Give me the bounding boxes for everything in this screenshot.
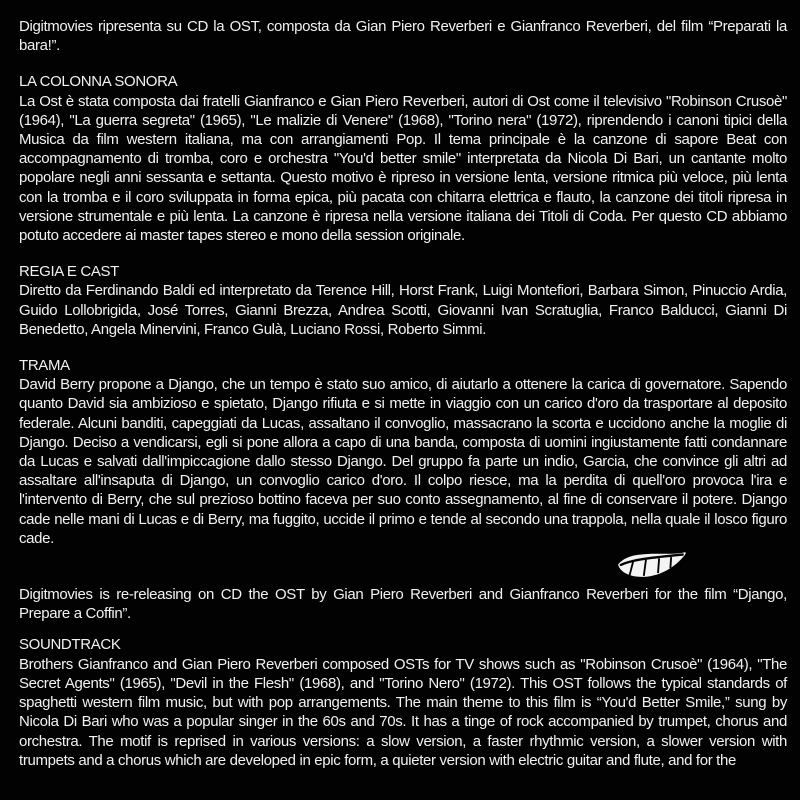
section-regia-e-cast [19,262,787,339]
filmstrip-smile-icon [617,549,687,583]
soundtrack-paragraph: Brothers Gianfranco and Gian Piero Reverberi composed OSTs for TV shows such as "Robinson Crusoè" (1964), "The Secret Agents" (1965), "Devil in the Flesh" (1968), and "Torino Nero" (1972). This OST follows the typical standards of spaghetti western film music, but with pop arrangements. The main theme to this film is “You'd Better Smile,” sung by Nicola Di Bari who was a popular singer in the 60s and 70s. It has a tinge of rock accompanied by trumpet, chorus and orchestra. The motif is reprised in various versions: a slow version, a faster rhythmic version, a slower version with trumpets and a chorus which are developed in epic form, a quieter version with electric guitar and flute, and for the [19,655,787,769]
section-intro-english [19,585,787,623]
regia-e-cast-paragraph: Diretto da Ferdinando Baldi ed interpretato da Terence Hill, Horst Frank, Luigi Montefiori, Barbara Simon, Pinuccio Ardia, Guido Lollobrigida, José Torres, Gianni Brezza, Andrea Scotti, Giovanni Ivan Scratuglia, Franco Balducci, Gianni Di Benedetto, Angela Minervini, Franco Gulà, Luciano Rossi, Roberto Simmi. [19,282,787,338]
section-colonna-sonora [19,72,787,245]
section-trama [19,356,787,548]
intro-italian-paragraph: Digitmovies ripresenta su CD la OST, composta da Gian Piero Reverberi e Gianfranco Reverberi, del film “Preparati la bara!”. [19,18,787,55]
section-intro-italian [19,17,787,55]
soundtrack-heading: SOUNDTRACK [19,636,121,654]
section-soundtrack [19,635,787,769]
colonna-sonora-heading: LA COLONNA SONORA [19,73,178,91]
intro-english-paragraph: Digitmovies is re-releasing on CD the OST by Gian Piero Reverberi and Gianfranco Reverberi for the film “Django, Prepare a Coffin”. [19,586,787,623]
trama-paragraph: David Berry propone a Django, che un tempo è stato suo amico, di aiutarlo a ottenere la carica di governatore. Sapendo quanto David sia ambizioso e spietato, Django rifiuta e si mette in viaggio con un carico d'oro da trasportare al deposito federale. Alcuni banditi, capeggiati da Lucas, assaltano il convoglio, massacrano la scorta e uccidono anche la moglie di Django. Deciso a vendicarsi, egli si pone allora a capo di una banda, composta di uomini ingiustamente fatti condannare da Lucas e salvati dall'impiccagione dallo stesso Django. Del gruppo fa parte un indio, Garcia, che convince gli altri ad assaltare all'insaputa di Django, un convoglio carico d'oro. Il colpo riesce, ma la perdita di quell'oro provoca l'ira e l'intervento di Berry, che sul prezioso bottino faceva per suo conto assegnamento, al fine di conservare il potere. Django cade nelle mani di Lucas e di Berry, ma fuggito, uccide il primo e tende al secondo una trappola, nella quale il losco figuro cade. [19,376,787,547]
trama-heading: TRAMA [19,357,70,375]
regia-e-cast-heading: REGIA E CAST [19,263,119,281]
colonna-sonora-paragraph: La Ost è stata composta dai fratelli Gianfranco e Gian Piero Reverberi, autori di Ost come il televisivo "Robinson Crusoè" (1964), "La guerra segreta" (1965), "Le malizie di Venere" (1968), "Torino nera" (1972), riprendendo i canoni tipici della Musica da film western italiana, ma con arrangiamenti Pop. Il tema principale è la canzone di sapore Beat con accompagnamento di tromba, coro e orchestra "You'd better smile" interpretata da Nicola Di Bari, un cantante molto popolare negli anni sessanta e settanta. Questo motivo è ripreso in versione lenta, versione ritmica più veloce, più lenta con la tromba e il coro sviluppata in forma epica, più pacata con chitarra elettrica e flauto, la canzone dei titoli ripresa in versione strumentale e più lenta. La canzone è ripresa nella versione italiana dei Titoli di Coda. Per questo CD abbiamo potuto accedere ai master tapes stereo e mono della session originale. [19,92,787,245]
